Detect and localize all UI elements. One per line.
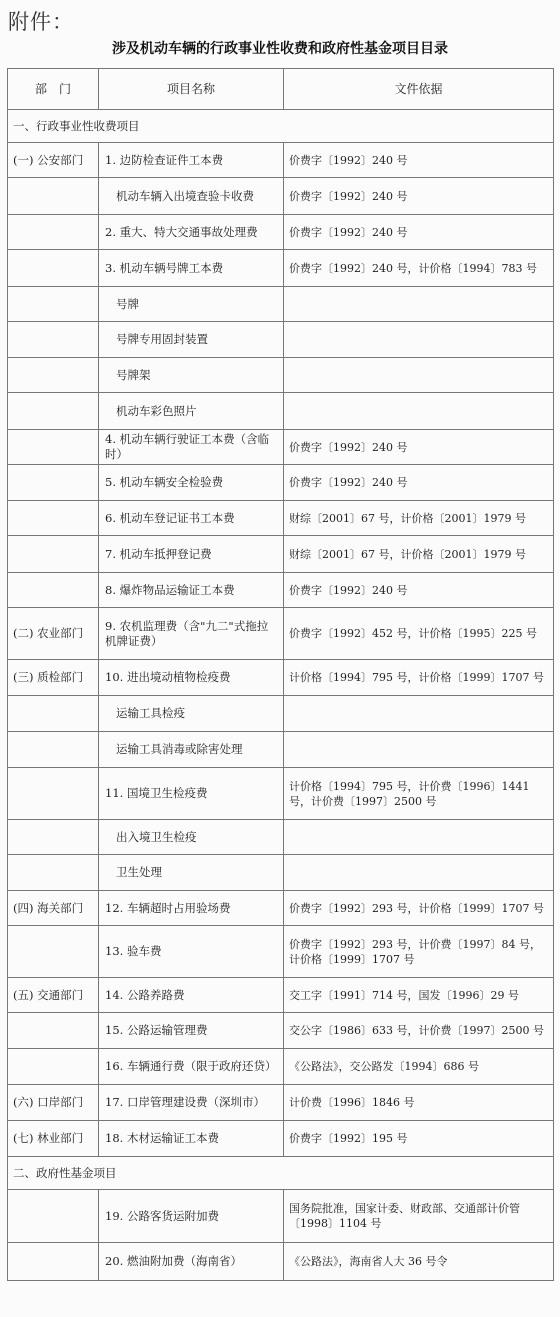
item-name-cell: 号牌专用固封装置 <box>99 322 284 358</box>
basis-cell: 国务院批准，国家计委、财政部、交通部计价管〔1998〕1104 号 <box>284 1190 554 1243</box>
item-name-cell: 出入境卫生检疫 <box>99 820 284 855</box>
item-name-cell: 10. 进出境动植物检疫费 <box>99 660 284 696</box>
department-cell <box>8 501 99 536</box>
department-cell <box>8 855 99 891</box>
table-row <box>8 250 554 287</box>
department-cell: (七) 林业部门 <box>8 1121 99 1157</box>
basis-cell: 价费字〔1992〕240 号 <box>284 430 554 465</box>
table-row <box>8 536 554 573</box>
basis-cell: 财综〔2001〕67 号，计价格〔2001〕1979 号 <box>284 536 554 573</box>
basis-cell: 价费字〔1992〕452 号，计价格〔1995〕225 号 <box>284 608 554 660</box>
basis-cell: 交公字〔1986〕633 号，计价费〔1997〕2500 号 <box>284 1013 554 1049</box>
department-cell <box>8 430 99 465</box>
department-cell <box>8 178 99 215</box>
department-cell <box>8 1049 99 1085</box>
basis-cell <box>284 358 554 393</box>
table-row <box>8 820 554 855</box>
department-cell <box>8 926 99 978</box>
item-name-cell: 20. 燃油附加费（海南省） <box>99 1243 284 1281</box>
department-cell <box>8 1243 99 1281</box>
table-row <box>8 1243 554 1281</box>
table-row <box>8 696 554 732</box>
table-row <box>8 215 554 250</box>
department-cell: (四) 海关部门 <box>8 891 99 926</box>
fee-table <box>7 68 554 1281</box>
basis-cell: 价费字〔1992〕240 号，计价格〔1994〕783 号 <box>284 250 554 287</box>
item-name-cell: 12. 车辆超时占用验场费 <box>99 891 284 926</box>
department-cell: (三) 质检部门 <box>8 660 99 696</box>
table-row <box>8 1121 554 1157</box>
item-name-cell: 卫生处理 <box>99 855 284 891</box>
item-name-cell: 15. 公路运输管理费 <box>99 1013 284 1049</box>
basis-cell: 计价费〔1996〕1846 号 <box>284 1085 554 1121</box>
basis-cell: 价费字〔1992〕195 号 <box>284 1121 554 1157</box>
basis-cell: 计价格〔1994〕795 号，计价格〔1999〕1707 号 <box>284 660 554 696</box>
basis-cell: 价费字〔1992〕293 号，计价格〔1999〕1707 号 <box>284 891 554 926</box>
item-name-cell: 运输工具消毒或除害处理 <box>99 732 284 768</box>
department-cell <box>8 322 99 358</box>
department-cell <box>8 573 99 608</box>
item-name-cell: 5. 机动车辆安全检验费 <box>99 465 284 501</box>
item-name-cell: 号牌 <box>99 287 284 322</box>
table-row <box>8 287 554 322</box>
table-row <box>8 143 554 178</box>
basis-cell: 价费字〔1992〕293 号，计价费〔1997〕84 号，计价格〔1999〕1707 号 <box>284 926 554 978</box>
basis-cell: 价费字〔1992〕240 号 <box>284 178 554 215</box>
table-row <box>8 1049 554 1085</box>
header-basis: 文件依据 <box>284 69 554 110</box>
basis-cell <box>284 696 554 732</box>
department-cell <box>8 393 99 430</box>
basis-cell: 价费字〔1992〕240 号 <box>284 573 554 608</box>
table-row <box>8 465 554 501</box>
item-name-cell: 18. 木材运输证工本费 <box>99 1121 284 1157</box>
table-row <box>8 608 554 660</box>
department-cell <box>8 1013 99 1049</box>
department-cell <box>8 465 99 501</box>
item-name-cell: 3. 机动车辆号牌工本费 <box>99 250 284 287</box>
table-row <box>8 855 554 891</box>
section-heading: 二、政府性基金项目 <box>8 1157 554 1190</box>
table-row <box>8 358 554 393</box>
basis-cell: 计价格〔1994〕795 号，计价费〔1996〕1441 号，计价费〔1997〕2500 号 <box>284 768 554 820</box>
basis-cell <box>284 322 554 358</box>
item-name-cell: 4. 机动车辆行驶证工本费（含临时） <box>99 430 284 465</box>
section-row <box>8 1157 554 1190</box>
item-name-cell: 19. 公路客货运附加费 <box>99 1190 284 1243</box>
department-cell: (一) 公安部门 <box>8 143 99 178</box>
attachment-label: 附件： <box>8 10 74 34</box>
table-row <box>8 430 554 465</box>
table-row <box>8 393 554 430</box>
section-row <box>8 110 554 143</box>
table-row <box>8 660 554 696</box>
table-header-row <box>8 69 554 110</box>
item-name-cell: 机动车辆入出境查验卡收费 <box>99 178 284 215</box>
table-row <box>8 1190 554 1243</box>
table-row <box>8 1085 554 1121</box>
department-cell <box>8 1190 99 1243</box>
item-name-cell: 11. 国境卫生检疫费 <box>99 768 284 820</box>
table-row <box>8 732 554 768</box>
item-name-cell: 17. 口岸管理建设费（深圳市） <box>99 1085 284 1121</box>
item-name-cell: 16. 车辆通行费（限于政府还贷） <box>99 1049 284 1085</box>
table-row <box>8 891 554 926</box>
table-row <box>8 178 554 215</box>
table-row <box>8 573 554 608</box>
table-row <box>8 768 554 820</box>
department-cell <box>8 768 99 820</box>
item-name-cell: 2. 重大、特大交通事故处理费 <box>99 215 284 250</box>
header-item-name: 项目名称 <box>99 69 284 110</box>
basis-cell: 价费字〔1992〕240 号 <box>284 143 554 178</box>
item-name-cell: 6. 机动车登记证书工本费 <box>99 501 284 536</box>
table-row <box>8 926 554 978</box>
item-name-cell: 8. 爆炸物品运输证工本费 <box>99 573 284 608</box>
department-cell <box>8 358 99 393</box>
department-cell: (二) 农业部门 <box>8 608 99 660</box>
department-cell: (五) 交通部门 <box>8 978 99 1013</box>
basis-cell: 价费字〔1992〕240 号 <box>284 465 554 501</box>
header-department: 部 门 <box>8 69 99 110</box>
table-row <box>8 501 554 536</box>
basis-cell: 财综〔2001〕67 号，计价格〔2001〕1979 号 <box>284 501 554 536</box>
department-cell <box>8 820 99 855</box>
item-name-cell: 运输工具检疫 <box>99 696 284 732</box>
basis-cell: 交工字〔1991〕714 号，国发〔1996〕29 号 <box>284 978 554 1013</box>
department-cell <box>8 287 99 322</box>
item-name-cell: 7. 机动车抵押登记费 <box>99 536 284 573</box>
basis-cell <box>284 855 554 891</box>
table-row <box>8 978 554 1013</box>
basis-cell <box>284 287 554 322</box>
item-name-cell: 1. 边防检查证件工本费 <box>99 143 284 178</box>
department-cell: (六) 口岸部门 <box>8 1085 99 1121</box>
department-cell <box>8 215 99 250</box>
department-cell <box>8 250 99 287</box>
item-name-cell: 13. 验车费 <box>99 926 284 978</box>
table-row <box>8 1013 554 1049</box>
item-name-cell: 14. 公路养路费 <box>99 978 284 1013</box>
basis-cell: 《公路法》，海南省人大 36 号令 <box>284 1243 554 1281</box>
department-cell <box>8 696 99 732</box>
basis-cell: 价费字〔1992〕240 号 <box>284 215 554 250</box>
department-cell <box>8 536 99 573</box>
table-row <box>8 322 554 358</box>
item-name-cell: 机动车彩色照片 <box>99 393 284 430</box>
basis-cell <box>284 732 554 768</box>
basis-cell <box>284 393 554 430</box>
table-body <box>8 110 554 1281</box>
department-cell <box>8 732 99 768</box>
document-title: 涉及机动车辆的行政事业性收费和政府性基金项目目录 <box>112 41 448 57</box>
basis-cell: 《公路法》，交公路发〔1994〕686 号 <box>284 1049 554 1085</box>
item-name-cell: 9. 农机监理费（含"九二"式拖拉机牌证费） <box>99 608 284 660</box>
item-name-cell: 号牌架 <box>99 358 284 393</box>
section-heading: 一、行政事业性收费项目 <box>8 110 554 143</box>
basis-cell <box>284 820 554 855</box>
